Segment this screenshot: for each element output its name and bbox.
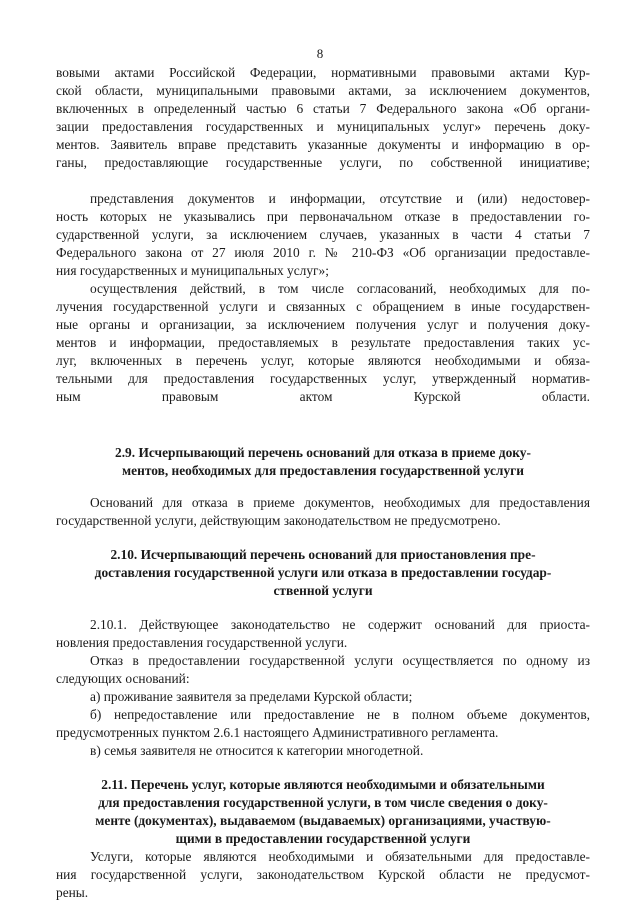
text-line: ния государственных и муниципальных услуг»; — [56, 263, 329, 278]
text-line: сударственной услуги, за исключением случаев, указанных в части 4 статьи 7 — [56, 227, 590, 242]
text-line: тельными для предоставления государственных услуг, утвержденный норматив- — [56, 371, 590, 386]
text-line: 2.10.1. Действующее законодательство не содержит оснований для приоста- — [90, 617, 590, 632]
text-line — [56, 406, 590, 423]
text-line: ганы, предоставляющие государственные услуги, по собственной инициативе; — [56, 155, 590, 170]
text-line: представления документов и информации, отсутствие и (или) недостовер- — [90, 191, 590, 206]
section-heading: для предоставления государственной услуги, в том числе сведения о доку- — [98, 795, 548, 810]
text-line: осуществления действий, в том числе согласований, необходимых для по- — [90, 281, 590, 296]
section-heading: 2.10. Исчерпывающий перечень оснований для приостановления пре- — [110, 547, 536, 562]
section-heading: 2.9. Исчерпывающий перечень оснований для отказа в приеме доку- — [115, 445, 531, 460]
section-heading: щими в предоставлении государственной услуги — [175, 831, 471, 846]
list-item: в) семья заявителя не относится к категории многодетной. — [90, 743, 424, 758]
text-line: лучения государственной услуги и связанных с обращением в иные государствен- — [56, 299, 590, 314]
section-heading: ственной услуги — [273, 583, 373, 598]
text-line: государственной услуги, действующим законодательством не предусмотрено. — [56, 513, 501, 528]
text-line — [56, 172, 590, 189]
text-line: вовыми актами Российской Федерации, нормативными правовыми актами Кур- — [56, 65, 590, 80]
text-line: ные органы и организации, за исключением получения услуг и получения доку- — [56, 317, 590, 332]
text-line: ным правовым актом Курской области. — [56, 389, 590, 404]
text-line: следующих оснований: — [56, 671, 190, 686]
section-heading: доставления государственной услуги или отказа в предоставлении государ- — [94, 565, 552, 580]
text-line: ность которых не указывались при первоначальном отказе в предоставлении го- — [56, 209, 590, 224]
text-line: Отказ в предоставлении государственной услуги осуществляется по одному из — [90, 653, 590, 668]
text-line: зации предоставления государственных и муниципальных услуг» перечень доку- — [56, 119, 590, 134]
section-heading: менте (документах), выдаваемом (выдаваемых) организациями, участвую- — [95, 813, 551, 828]
list-item: а) проживание заявителя за пределами Курской области; — [90, 689, 413, 704]
section-heading: ментов, необходимых для предоставления государственной услуги — [122, 463, 524, 478]
text-line: предусмотренных пунктом 2.6.1 настоящего Административного регламента. — [56, 725, 499, 740]
section-heading: 2.11. Перечень услуг, которые являются необходимыми и обязательными — [101, 777, 545, 792]
page-number: 8 — [316, 46, 324, 61]
text-line: новления предоставления государственной услуги. — [56, 635, 348, 650]
text-line: Федерального закона от 27 июля 2010 г. № 210-ФЗ «Об организации предоставле- — [56, 245, 590, 260]
text-line: ния государственной услуги, законодательством Курской области не предусмот- — [56, 867, 590, 882]
text-line: ментов. Заявитель вправе представить указанные документы и информацию в ор- — [56, 137, 590, 152]
text-line: включенных в определенный частью 6 статьи 7 Федерального закона «Об органи- — [56, 101, 590, 116]
text-line: ской области, муниципальными правовыми актами, за исключением документов, — [56, 83, 590, 98]
text-line: Услуги, которые являются необходимыми и обязательными для предоставле- — [90, 849, 590, 864]
text-line: рены. — [56, 885, 89, 900]
text-line: Оснований для отказа в приеме документов, необходимых для предоставления — [90, 495, 590, 510]
list-item: б) непредоставление или предоставление не в полном объеме документов, — [90, 707, 590, 722]
text-line: луг, включенных в перечень услуг, которые являются необходимыми и обяза- — [56, 353, 590, 368]
text-line: ментов и информации, предоставляемых в результате предоставления таких ус- — [56, 335, 590, 350]
